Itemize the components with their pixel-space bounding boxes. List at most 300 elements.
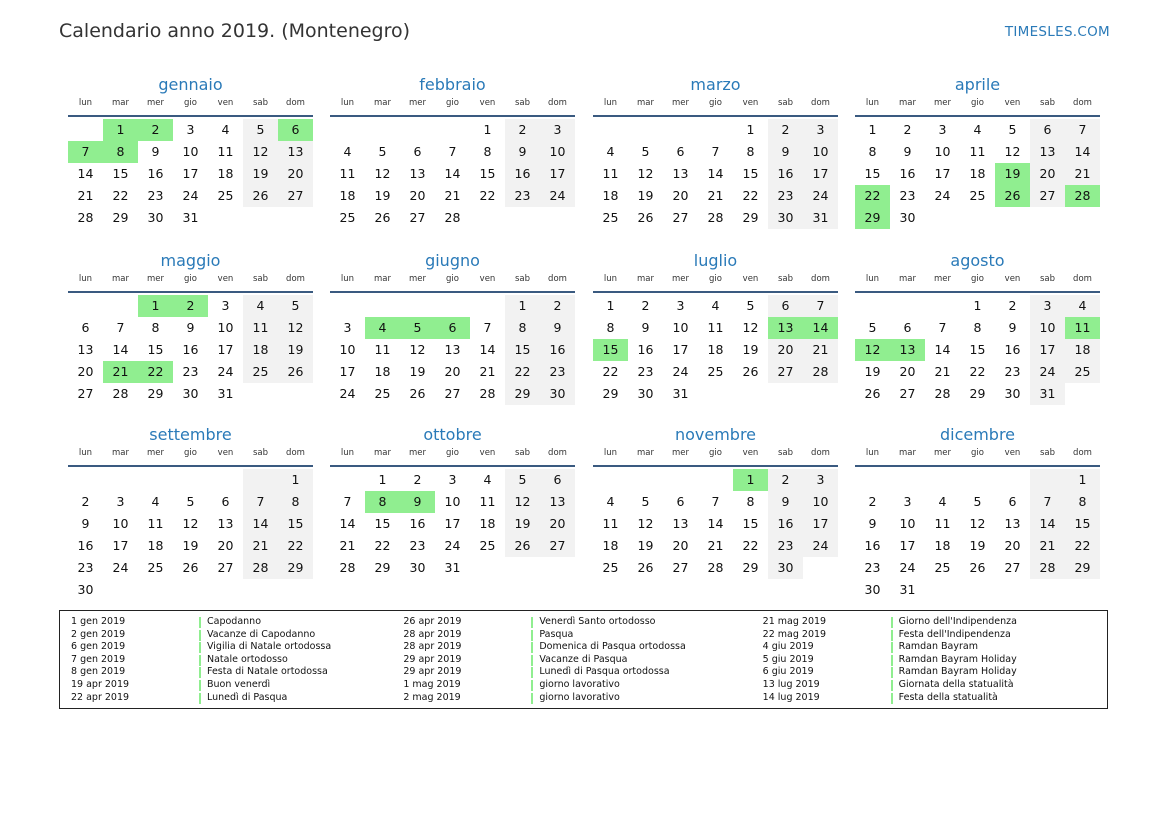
holiday-day-cell[interactable]: 5	[400, 317, 435, 339]
day-cell[interactable]: 16	[899, 166, 916, 181]
day-cell[interactable]: 23	[1004, 364, 1021, 379]
day-cell[interactable]: 20	[768, 339, 803, 361]
day-cell[interactable]: 14	[1065, 141, 1100, 163]
day-cell[interactable]: 18	[339, 188, 356, 203]
day-cell[interactable]: 29	[112, 210, 129, 225]
holiday-day-cell[interactable]: 21	[103, 361, 138, 383]
day-cell[interactable]: 27	[77, 386, 94, 401]
day-cell[interactable]: 9	[903, 144, 912, 159]
day-cell[interactable]: 30	[540, 383, 575, 405]
day-cell[interactable]: 31	[803, 207, 838, 229]
day-cell[interactable]: 10	[217, 320, 234, 335]
day-cell[interactable]: 3	[938, 122, 947, 137]
day-cell[interactable]: 30	[182, 386, 199, 401]
day-cell[interactable]: 17	[112, 538, 129, 553]
day-cell[interactable]: 30	[768, 207, 803, 229]
day-cell[interactable]: 29	[602, 386, 619, 401]
day-cell[interactable]: 14	[339, 516, 356, 531]
day-cell[interactable]: 24	[672, 364, 689, 379]
day-cell[interactable]: 11	[934, 516, 951, 531]
day-cell[interactable]: 31	[1030, 383, 1065, 405]
day-cell[interactable]: 21	[444, 188, 461, 203]
day-cell[interactable]: 14	[243, 513, 278, 535]
day-cell[interactable]: 17	[444, 516, 461, 531]
day-cell[interactable]: 2	[413, 472, 422, 487]
day-cell[interactable]: 6	[1008, 494, 1017, 509]
day-cell[interactable]: 25	[479, 538, 496, 553]
day-cell[interactable]: 11	[602, 166, 619, 181]
day-cell[interactable]: 15	[147, 342, 164, 357]
day-cell[interactable]: 11	[374, 342, 391, 357]
day-cell[interactable]: 20	[672, 188, 689, 203]
day-cell[interactable]: 18	[969, 166, 986, 181]
day-cell[interactable]: 28	[1030, 557, 1065, 579]
day-cell[interactable]: 20	[540, 513, 575, 535]
day-cell[interactable]: 22	[742, 188, 759, 203]
day-cell[interactable]: 10	[672, 320, 689, 335]
day-cell[interactable]: 18	[217, 166, 234, 181]
day-cell[interactable]: 22	[374, 538, 391, 553]
day-cell[interactable]: 5	[1008, 122, 1017, 137]
day-cell[interactable]: 5	[746, 298, 755, 313]
day-cell[interactable]: 23	[864, 560, 881, 575]
day-cell[interactable]: 26	[243, 185, 278, 207]
day-cell[interactable]: 18	[602, 188, 619, 203]
day-cell[interactable]: 6	[676, 494, 685, 509]
day-cell[interactable]: 22	[112, 188, 129, 203]
day-cell[interactable]: 21	[934, 364, 951, 379]
day-cell[interactable]: 26	[278, 361, 313, 383]
day-cell[interactable]: 20	[899, 364, 916, 379]
day-cell[interactable]: 17	[899, 538, 916, 553]
day-cell[interactable]: 8	[483, 144, 492, 159]
day-cell[interactable]: 4	[343, 144, 352, 159]
day-cell[interactable]: 5	[378, 144, 387, 159]
holiday-day-cell[interactable]: 1	[138, 295, 173, 317]
day-cell[interactable]: 24	[540, 185, 575, 207]
day-cell[interactable]: 5	[973, 494, 982, 509]
day-cell[interactable]: 26	[409, 386, 426, 401]
day-cell[interactable]: 7	[483, 320, 492, 335]
day-cell[interactable]: 9	[641, 320, 650, 335]
holiday-day-cell[interactable]: 9	[400, 491, 435, 513]
day-cell[interactable]: 3	[803, 119, 838, 141]
day-cell[interactable]: 3	[116, 494, 125, 509]
day-cell[interactable]: 13	[672, 516, 689, 531]
day-cell[interactable]: 18	[602, 538, 619, 553]
day-cell[interactable]: 7	[343, 494, 352, 509]
day-cell[interactable]: 9	[768, 141, 803, 163]
day-cell[interactable]: 1	[278, 469, 313, 491]
holiday-day-cell[interactable]: 13	[890, 339, 925, 361]
day-cell[interactable]: 12	[182, 516, 199, 531]
day-cell[interactable]: 8	[746, 494, 755, 509]
day-cell[interactable]: 27	[1004, 560, 1021, 575]
day-cell[interactable]: 27	[672, 560, 689, 575]
day-cell[interactable]: 22	[742, 538, 759, 553]
day-cell[interactable]: 9	[1008, 320, 1017, 335]
day-cell[interactable]: 1	[606, 298, 615, 313]
day-cell[interactable]: 19	[505, 513, 540, 535]
day-cell[interactable]: 13	[409, 166, 426, 181]
day-cell[interactable]: 28	[339, 560, 356, 575]
day-cell[interactable]: 14	[112, 342, 129, 357]
day-cell[interactable]: 18	[934, 538, 951, 553]
day-cell[interactable]: 28	[803, 361, 838, 383]
day-cell[interactable]: 2	[768, 469, 803, 491]
holiday-day-cell[interactable]: 29	[855, 207, 890, 229]
day-cell[interactable]: 1	[505, 295, 540, 317]
day-cell[interactable]: 15	[864, 166, 881, 181]
day-cell[interactable]: 20	[1004, 538, 1021, 553]
day-cell[interactable]: 11	[243, 317, 278, 339]
day-cell[interactable]: 13	[278, 141, 313, 163]
day-cell[interactable]: 27	[540, 535, 575, 557]
day-cell[interactable]: 11	[707, 320, 724, 335]
day-cell[interactable]: 4	[711, 298, 720, 313]
day-cell[interactable]: 21	[479, 364, 496, 379]
day-cell[interactable]: 4	[483, 472, 492, 487]
day-cell[interactable]: 7	[448, 144, 457, 159]
day-cell[interactable]: 10	[1030, 317, 1065, 339]
day-cell[interactable]: 3	[803, 469, 838, 491]
day-cell[interactable]: 1	[483, 122, 492, 137]
day-cell[interactable]: 20	[278, 163, 313, 185]
day-cell[interactable]: 27	[409, 210, 426, 225]
day-cell[interactable]: 22	[1065, 535, 1100, 557]
day-cell[interactable]: 5	[186, 494, 195, 509]
day-cell[interactable]: 11	[602, 516, 619, 531]
day-cell[interactable]: 16	[505, 163, 540, 185]
day-cell[interactable]: 3	[1030, 295, 1065, 317]
day-cell[interactable]: 1	[973, 298, 982, 313]
day-cell[interactable]: 13	[672, 166, 689, 181]
day-cell[interactable]: 20	[1030, 163, 1065, 185]
day-cell[interactable]: 26	[864, 386, 881, 401]
day-cell[interactable]: 27	[768, 361, 803, 383]
day-cell[interactable]: 30	[637, 386, 654, 401]
day-cell[interactable]: 24	[803, 185, 838, 207]
day-cell[interactable]: 21	[243, 535, 278, 557]
day-cell[interactable]: 25	[602, 210, 619, 225]
day-cell[interactable]: 15	[969, 342, 986, 357]
day-cell[interactable]: 17	[934, 166, 951, 181]
day-cell[interactable]: 18	[479, 516, 496, 531]
day-cell[interactable]: 14	[77, 166, 94, 181]
day-cell[interactable]: 13	[1030, 141, 1065, 163]
day-cell[interactable]: 2	[505, 119, 540, 141]
day-cell[interactable]: 17	[803, 163, 838, 185]
day-cell[interactable]: 16	[637, 342, 654, 357]
day-cell[interactable]: 23	[409, 538, 426, 553]
day-cell[interactable]: 8	[973, 320, 982, 335]
day-cell[interactable]: 10	[182, 144, 199, 159]
day-cell[interactable]: 27	[278, 185, 313, 207]
day-cell[interactable]: 24	[803, 535, 838, 557]
day-cell[interactable]: 13	[444, 342, 461, 357]
day-cell[interactable]: 15	[742, 166, 759, 181]
day-cell[interactable]: 24	[444, 538, 461, 553]
day-cell[interactable]: 30	[1004, 386, 1021, 401]
day-cell[interactable]: 2	[1008, 298, 1017, 313]
day-cell[interactable]: 4	[938, 494, 947, 509]
day-cell[interactable]: 25	[147, 560, 164, 575]
holiday-day-cell[interactable]: 8	[365, 491, 400, 513]
day-cell[interactable]: 29	[505, 383, 540, 405]
day-cell[interactable]: 15	[374, 516, 391, 531]
day-cell[interactable]: 23	[768, 535, 803, 557]
day-cell[interactable]: 1	[378, 472, 387, 487]
day-cell[interactable]: 8	[868, 144, 877, 159]
day-cell[interactable]: 10	[934, 144, 951, 159]
day-cell[interactable]: 13	[1004, 516, 1021, 531]
day-cell[interactable]: 4	[221, 122, 230, 137]
day-cell[interactable]: 30	[147, 210, 164, 225]
day-cell[interactable]: 20	[444, 364, 461, 379]
day-cell[interactable]: 3	[186, 122, 195, 137]
day-cell[interactable]: 29	[374, 560, 391, 575]
day-cell[interactable]: 3	[221, 298, 230, 313]
day-cell[interactable]: 31	[217, 386, 234, 401]
day-cell[interactable]: 15	[278, 513, 313, 535]
day-cell[interactable]: 14	[934, 342, 951, 357]
day-cell[interactable]: 17	[540, 163, 575, 185]
day-cell[interactable]: 30	[77, 582, 94, 597]
day-cell[interactable]: 7	[1030, 491, 1065, 513]
day-cell[interactable]: 7	[711, 494, 720, 509]
day-cell[interactable]: 26	[374, 210, 391, 225]
day-cell[interactable]: 8	[1065, 491, 1100, 513]
day-cell[interactable]: 7	[803, 295, 838, 317]
day-cell[interactable]: 21	[339, 538, 356, 553]
day-cell[interactable]: 5	[505, 469, 540, 491]
day-cell[interactable]: 8	[746, 144, 755, 159]
day-cell[interactable]: 17	[182, 166, 199, 181]
day-cell[interactable]: 3	[540, 119, 575, 141]
holiday-day-cell[interactable]: 19	[995, 163, 1030, 185]
day-cell[interactable]: 25	[243, 361, 278, 383]
day-cell[interactable]: 27	[1030, 185, 1065, 207]
holiday-day-cell[interactable]: 14	[803, 317, 838, 339]
day-cell[interactable]: 5	[278, 295, 313, 317]
day-cell[interactable]: 25	[374, 386, 391, 401]
day-cell[interactable]: 12	[374, 166, 391, 181]
day-cell[interactable]: 7	[711, 144, 720, 159]
day-cell[interactable]: 11	[479, 494, 496, 509]
holiday-day-cell[interactable]: 1	[103, 119, 138, 141]
day-cell[interactable]: 19	[243, 163, 278, 185]
day-cell[interactable]: 14	[479, 342, 496, 357]
day-cell[interactable]: 1	[746, 122, 755, 137]
day-cell[interactable]: 18	[707, 342, 724, 357]
holiday-day-cell[interactable]: 26	[995, 185, 1030, 207]
holiday-day-cell[interactable]: 11	[1065, 317, 1100, 339]
day-cell[interactable]: 26	[969, 560, 986, 575]
holiday-day-cell[interactable]: 22	[855, 185, 890, 207]
day-cell[interactable]: 3	[448, 472, 457, 487]
day-cell[interactable]: 16	[768, 163, 803, 185]
day-cell[interactable]: 20	[217, 538, 234, 553]
day-cell[interactable]: 19	[637, 188, 654, 203]
day-cell[interactable]: 12	[637, 516, 654, 531]
holiday-day-cell[interactable]: 28	[1065, 185, 1100, 207]
day-cell[interactable]: 5	[868, 320, 877, 335]
brand-link[interactable]: TIMESLES.COM	[1004, 24, 1110, 40]
day-cell[interactable]: 7	[938, 320, 947, 335]
day-cell[interactable]: 19	[637, 538, 654, 553]
day-cell[interactable]: 6	[413, 144, 422, 159]
day-cell[interactable]: 10	[899, 516, 916, 531]
day-cell[interactable]: 18	[1065, 339, 1100, 361]
day-cell[interactable]: 10	[339, 342, 356, 357]
day-cell[interactable]: 31	[444, 560, 461, 575]
day-cell[interactable]: 4	[973, 122, 982, 137]
day-cell[interactable]: 23	[77, 560, 94, 575]
day-cell[interactable]: 19	[278, 339, 313, 361]
day-cell[interactable]: 28	[112, 386, 129, 401]
day-cell[interactable]: 22	[602, 364, 619, 379]
day-cell[interactable]: 11	[147, 516, 164, 531]
day-cell[interactable]: 31	[182, 210, 199, 225]
day-cell[interactable]: 21	[707, 188, 724, 203]
day-cell[interactable]: 21	[803, 339, 838, 361]
day-cell[interactable]: 16	[864, 538, 881, 553]
day-cell[interactable]: 10	[540, 141, 575, 163]
day-cell[interactable]: 16	[182, 342, 199, 357]
day-cell[interactable]: 28	[77, 210, 94, 225]
day-cell[interactable]: 2	[903, 122, 912, 137]
holiday-day-cell[interactable]: 8	[103, 141, 138, 163]
day-cell[interactable]: 19	[182, 538, 199, 553]
day-cell[interactable]: 15	[1065, 513, 1100, 535]
day-cell[interactable]: 6	[676, 144, 685, 159]
day-cell[interactable]: 7	[116, 320, 125, 335]
day-cell[interactable]: 14	[444, 166, 461, 181]
day-cell[interactable]: 15	[479, 166, 496, 181]
day-cell[interactable]: 21	[77, 188, 94, 203]
day-cell[interactable]: 16	[77, 538, 94, 553]
day-cell[interactable]: 14	[707, 166, 724, 181]
day-cell[interactable]: 17	[1030, 339, 1065, 361]
day-cell[interactable]: 15	[112, 166, 129, 181]
day-cell[interactable]: 23	[147, 188, 164, 203]
day-cell[interactable]: 17	[803, 513, 838, 535]
day-cell[interactable]: 29	[147, 386, 164, 401]
day-cell[interactable]: 25	[602, 560, 619, 575]
day-cell[interactable]: 10	[803, 491, 838, 513]
day-cell[interactable]: 31	[899, 582, 916, 597]
day-cell[interactable]: 14	[707, 516, 724, 531]
day-cell[interactable]: 4	[606, 144, 615, 159]
day-cell[interactable]: 9	[151, 144, 160, 159]
day-cell[interactable]: 17	[217, 342, 234, 357]
day-cell[interactable]: 27	[672, 210, 689, 225]
day-cell[interactable]: 29	[1065, 557, 1100, 579]
day-cell[interactable]: 4	[151, 494, 160, 509]
day-cell[interactable]: 2	[641, 298, 650, 313]
day-cell[interactable]: 13	[217, 516, 234, 531]
day-cell[interactable]: 29	[969, 386, 986, 401]
day-cell[interactable]: 18	[147, 538, 164, 553]
day-cell[interactable]: 12	[409, 342, 426, 357]
day-cell[interactable]: 26	[637, 560, 654, 575]
day-cell[interactable]: 17	[339, 364, 356, 379]
holiday-day-cell[interactable]: 13	[768, 317, 803, 339]
day-cell[interactable]: 16	[147, 166, 164, 181]
day-cell[interactable]: 12	[742, 320, 759, 335]
day-cell[interactable]: 26	[505, 535, 540, 557]
day-cell[interactable]: 4	[1065, 295, 1100, 317]
day-cell[interactable]: 17	[672, 342, 689, 357]
day-cell[interactable]: 9	[81, 516, 90, 531]
day-cell[interactable]: 4	[606, 494, 615, 509]
day-cell[interactable]: 24	[1030, 361, 1065, 383]
day-cell[interactable]: 5	[641, 144, 650, 159]
day-cell[interactable]: 4	[243, 295, 278, 317]
day-cell[interactable]: 28	[243, 557, 278, 579]
day-cell[interactable]: 20	[672, 538, 689, 553]
day-cell[interactable]: 6	[540, 469, 575, 491]
day-cell[interactable]: 9	[768, 491, 803, 513]
day-cell[interactable]: 16	[1004, 342, 1021, 357]
day-cell[interactable]: 26	[637, 210, 654, 225]
day-cell[interactable]: 23	[637, 364, 654, 379]
holiday-day-cell[interactable]: 6	[278, 119, 313, 141]
day-cell[interactable]: 19	[969, 538, 986, 553]
day-cell[interactable]: 20	[409, 188, 426, 203]
day-cell[interactable]: 24	[112, 560, 129, 575]
day-cell[interactable]: 28	[707, 210, 724, 225]
day-cell[interactable]: 13	[540, 491, 575, 513]
day-cell[interactable]: 29	[278, 557, 313, 579]
holiday-day-cell[interactable]: 2	[138, 119, 173, 141]
holiday-day-cell[interactable]: 22	[138, 361, 173, 383]
day-cell[interactable]: 26	[742, 364, 759, 379]
day-cell[interactable]: 27	[217, 560, 234, 575]
day-cell[interactable]: 1	[1065, 469, 1100, 491]
holiday-day-cell[interactable]: 1	[733, 469, 768, 491]
day-cell[interactable]: 1	[868, 122, 877, 137]
day-cell[interactable]: 5	[641, 494, 650, 509]
day-cell[interactable]: 12	[505, 491, 540, 513]
day-cell[interactable]: 20	[77, 364, 94, 379]
day-cell[interactable]: 15	[742, 516, 759, 531]
day-cell[interactable]: 28	[479, 386, 496, 401]
day-cell[interactable]: 6	[768, 295, 803, 317]
day-cell[interactable]: 22	[969, 364, 986, 379]
day-cell[interactable]: 2	[81, 494, 90, 509]
day-cell[interactable]: 12	[243, 141, 278, 163]
day-cell[interactable]: 25	[707, 364, 724, 379]
day-cell[interactable]: 6	[1030, 119, 1065, 141]
day-cell[interactable]: 15	[505, 339, 540, 361]
day-cell[interactable]: 27	[444, 386, 461, 401]
day-cell[interactable]: 23	[505, 185, 540, 207]
day-cell[interactable]: 30	[864, 582, 881, 597]
day-cell[interactable]: 29	[742, 210, 759, 225]
day-cell[interactable]: 25	[217, 188, 234, 203]
day-cell[interactable]: 12	[637, 166, 654, 181]
day-cell[interactable]: 16	[409, 516, 426, 531]
day-cell[interactable]: 11	[969, 144, 986, 159]
day-cell[interactable]: 30	[768, 557, 803, 579]
day-cell[interactable]: 12	[278, 317, 313, 339]
day-cell[interactable]: 25	[934, 560, 951, 575]
day-cell[interactable]: 23	[768, 185, 803, 207]
day-cell[interactable]: 23	[540, 361, 575, 383]
day-cell[interactable]: 24	[934, 188, 951, 203]
day-cell[interactable]: 18	[374, 364, 391, 379]
